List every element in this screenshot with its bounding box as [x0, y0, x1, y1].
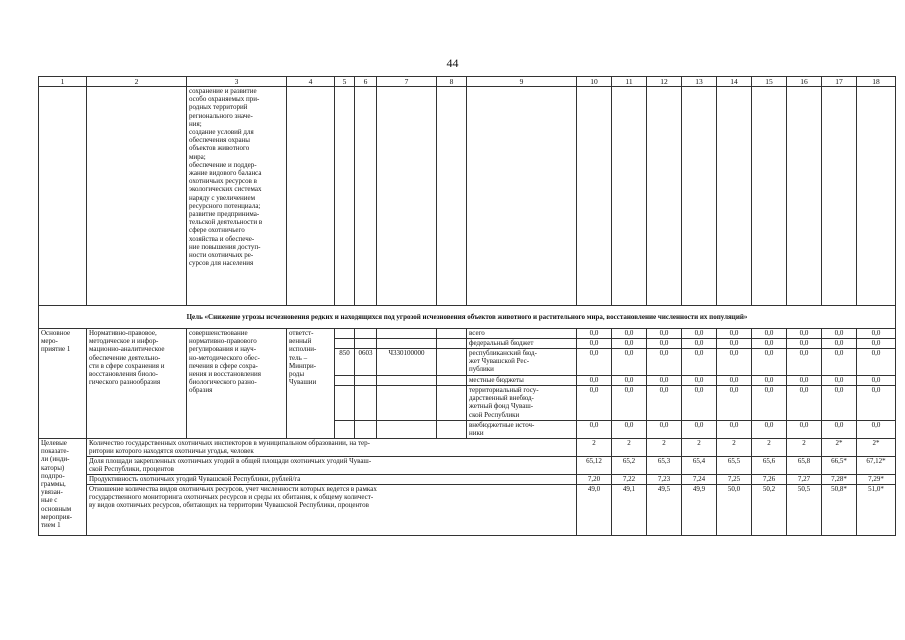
indicator-name: Отношение количества видов охотничьих ресурсов, учет численности которых ведется в рамках государственного мониторинга охотничьих ресурсов и среды их обитания, к общему количест- ву видов охотничьих ресурсов, обитающих на территории Чувашской Республики, процентов — [87, 485, 577, 536]
funding-value: 0,0 — [647, 421, 682, 439]
table-cell — [377, 87, 437, 306]
table-cell — [355, 329, 377, 339]
indicator-value: 65,8 — [787, 457, 822, 475]
funding-value: 0,0 — [717, 376, 752, 386]
table-cell — [39, 87, 87, 306]
funding-value: 0,0 — [612, 339, 647, 349]
column-number: 10 — [577, 77, 612, 87]
target-row — [39, 475, 896, 485]
funding-value: 0,0 — [577, 386, 612, 421]
column-number: 17 — [822, 77, 857, 87]
indicator-value: 7,23 — [647, 475, 682, 485]
indicator-value: 7,27 — [787, 475, 822, 485]
indicator-value: 65,3 — [647, 457, 682, 475]
funding-value: 0,0 — [647, 376, 682, 386]
indicator-name: Продуктивность охотничьих угодий Чувашской Республики, рублей/га — [87, 475, 577, 485]
table-cell — [287, 87, 335, 306]
funding-value: 0,0 — [822, 329, 857, 339]
funding-source: федеральный бюджет — [467, 339, 577, 349]
funding-source: территориальный госу- дарственный внебюд- жетный фонд Чуваш- ской Республики — [467, 386, 577, 421]
funding-value: 0,0 — [787, 349, 822, 376]
column-number: 4 — [287, 77, 335, 87]
activity-label: Основное меро- приятие 1 — [39, 329, 87, 439]
funding-value: 0,0 — [577, 329, 612, 339]
activity-row — [39, 329, 896, 339]
header-row — [39, 77, 896, 87]
funding-value: 0,0 — [647, 339, 682, 349]
funding-value: 0,0 — [682, 339, 717, 349]
column-number: 8 — [437, 77, 467, 87]
funding-value: 0,0 — [822, 339, 857, 349]
funding-value: 0,0 — [787, 376, 822, 386]
column-number: 13 — [682, 77, 717, 87]
funding-value: 0,0 — [717, 386, 752, 421]
table-cell — [437, 349, 467, 376]
table-cell — [437, 421, 467, 439]
goal-row — [39, 306, 896, 329]
table-cell — [335, 87, 355, 306]
column-number: 11 — [612, 77, 647, 87]
table-cell — [437, 329, 467, 339]
funding-value: 0,0 — [717, 329, 752, 339]
indicator-value: 7,24 — [682, 475, 717, 485]
funding-value: 0,0 — [857, 386, 896, 421]
targets-label: Целевые показате- ли (инди- каторы) подпро- граммы, увязан- ные с основным мероприя- тием 1 — [39, 439, 87, 536]
indicator-value: 2 — [752, 439, 787, 457]
table-cell — [577, 87, 612, 306]
indicator-value: 2* — [822, 439, 857, 457]
table-cell — [377, 421, 437, 439]
column-number: 5 — [335, 77, 355, 87]
indicator-value: 7,20 — [577, 475, 612, 485]
column-number: 2 — [87, 77, 187, 87]
funding-source: всего — [467, 329, 577, 339]
funding-value: 0,0 — [752, 329, 787, 339]
table-cell — [717, 87, 752, 306]
table-cell — [355, 87, 377, 306]
activity-task: совершенствование нормативно-правового регулирования и науч- но-методического обес- печения в сфере сохра- нения и восстановления биологического разно- образия — [187, 329, 287, 439]
funding-value: 0,0 — [787, 386, 822, 421]
indicator-value: 65,12 — [577, 457, 612, 475]
funding-value: 0,0 — [612, 349, 647, 376]
funding-value: 0,0 — [752, 349, 787, 376]
funding-value: 0,0 — [647, 329, 682, 339]
funding-value: 0,0 — [822, 386, 857, 421]
continuation-text: сохранение и развитие особо охраняемых при- родных территорий регионального значе- ния; создание условий для обеспечения охраны объектов животного мира; обеспечение и поддер- жание видового баланса охотничьих ресурсов в экологических системах наряду с увеличением ресурсного потенциала; развитие предпринима- тельской деятельности в сфере охотничьего хозяйства и обеспече- ние повышения доступ- ности охотничьих ре- сурсов для населения — [187, 87, 287, 306]
column-number: 3 — [187, 77, 287, 87]
indicator-value: 65,5 — [717, 457, 752, 475]
indicator-value: 49,9 — [682, 485, 717, 536]
budget-code-grbs: 850 — [335, 349, 355, 376]
indicator-value: 49,5 — [647, 485, 682, 536]
table-cell — [437, 376, 467, 386]
funding-value: 0,0 — [787, 339, 822, 349]
indicator-value: 2 — [787, 439, 822, 457]
funding-value: 0,0 — [682, 421, 717, 439]
table-cell — [377, 329, 437, 339]
funding-value: 0,0 — [647, 386, 682, 421]
table-cell — [335, 421, 355, 439]
activity-name: Нормативно-правовое, методическое и инфор- мационно-аналитическое обеспечение деятельно- сти в сфере сохранения и восстановления биоло- гического разнообразия — [87, 329, 187, 439]
indicator-value: 7,29* — [857, 475, 896, 485]
table-cell — [437, 339, 467, 349]
indicator-value: 2 — [647, 439, 682, 457]
column-number: 6 — [355, 77, 377, 87]
table-cell — [822, 87, 857, 306]
funding-value: 0,0 — [857, 349, 896, 376]
table-cell — [355, 421, 377, 439]
funding-value: 0,0 — [682, 386, 717, 421]
funding-value: 0,0 — [647, 349, 682, 376]
funding-value: 0,0 — [577, 349, 612, 376]
indicator-value: 2 — [682, 439, 717, 457]
funding-source: внебюджетные источ- ники — [467, 421, 577, 439]
funding-value: 0,0 — [682, 329, 717, 339]
table-cell — [335, 386, 355, 421]
table-cell — [752, 87, 787, 306]
indicator-value: 2 — [717, 439, 752, 457]
indicator-value: 7,28* — [822, 475, 857, 485]
funding-value: 0,0 — [857, 376, 896, 386]
continuation-row — [39, 87, 896, 306]
indicator-value: 7,22 — [612, 475, 647, 485]
indicator-value: 51,0* — [857, 485, 896, 536]
funding-value: 0,0 — [857, 339, 896, 349]
indicator-value: 49,1 — [612, 485, 647, 536]
indicator-value: 2 — [612, 439, 647, 457]
column-number: 12 — [647, 77, 682, 87]
indicator-value: 65,6 — [752, 457, 787, 475]
table-cell — [437, 87, 467, 306]
column-number: 9 — [467, 77, 577, 87]
table-cell — [355, 386, 377, 421]
indicator-name: Доля площади закрепленных охотничьих угодий в общей площади охотничьих угодий Чуваш- ской Республики, процентов — [87, 457, 577, 475]
column-number: 14 — [717, 77, 752, 87]
indicator-value: 50,2 — [752, 485, 787, 536]
funding-value: 0,0 — [822, 421, 857, 439]
table-cell — [682, 87, 717, 306]
funding-value: 0,0 — [717, 339, 752, 349]
funding-value: 0,0 — [857, 329, 896, 339]
table-cell — [647, 87, 682, 306]
funding-value: 0,0 — [752, 386, 787, 421]
budget-code-rzpr: 0603 — [355, 349, 377, 376]
table-cell — [377, 339, 437, 349]
column-number: 18 — [857, 77, 896, 87]
program-table — [38, 76, 886, 536]
funding-value: 0,0 — [612, 329, 647, 339]
indicator-value: 7,26 — [752, 475, 787, 485]
indicator-name: Количество государственных охотничьих инспекторов в муниципальном образовании, на тер- ритории которого находятся охотничьи угодья, человек — [87, 439, 577, 457]
indicator-value: 49,0 — [577, 485, 612, 536]
table-cell — [335, 329, 355, 339]
funding-value: 0,0 — [612, 376, 647, 386]
funding-value: 0,0 — [787, 329, 822, 339]
funding-value: 0,0 — [682, 349, 717, 376]
column-number: 1 — [39, 77, 87, 87]
table-cell — [355, 376, 377, 386]
indicator-value: 2* — [857, 439, 896, 457]
indicator-value: 50,0 — [717, 485, 752, 536]
table-cell — [857, 87, 896, 306]
funding-value: 0,0 — [577, 339, 612, 349]
page-number: 44 — [446, 56, 459, 70]
funding-value: 0,0 — [717, 421, 752, 439]
funding-value: 0,0 — [752, 339, 787, 349]
table-cell — [787, 87, 822, 306]
funding-value: 0,0 — [787, 421, 822, 439]
table-cell — [335, 339, 355, 349]
target-row — [39, 457, 896, 475]
budget-code-csr: Ч330100000 — [377, 349, 437, 376]
funding-value: 0,0 — [857, 421, 896, 439]
indicator-value: 65,2 — [612, 457, 647, 475]
table-cell — [377, 376, 437, 386]
indicator-value: 7,25 — [717, 475, 752, 485]
target-row — [39, 485, 896, 536]
indicator-value: 50,5 — [787, 485, 822, 536]
table-cell — [612, 87, 647, 306]
activity-responsible: ответст- венный исполни- тель – Минпри- роды Чувашии — [287, 329, 335, 439]
table-cell — [355, 339, 377, 349]
goal-text: Цель «Снижение угрозы исчезновения редких и находящихся под угрозой исчезновения объектов животного и растительного мира, восстановление численности их популяций» — [39, 306, 896, 329]
funding-value: 0,0 — [577, 376, 612, 386]
indicator-value: 65,4 — [682, 457, 717, 475]
table-cell — [335, 376, 355, 386]
indicator-table — [38, 76, 896, 536]
funding-value: 0,0 — [822, 376, 857, 386]
funding-value: 0,0 — [612, 386, 647, 421]
indicator-value: 2 — [577, 439, 612, 457]
target-row — [39, 439, 896, 457]
funding-value: 0,0 — [682, 376, 717, 386]
column-number: 15 — [752, 77, 787, 87]
funding-source: республиканский бюд- жет Чувашской Рес- публики — [467, 349, 577, 376]
column-number: 16 — [787, 77, 822, 87]
funding-source: местные бюджеты — [467, 376, 577, 386]
table-cell — [87, 87, 187, 306]
column-number: 7 — [377, 77, 437, 87]
indicator-value: 50,8* — [822, 485, 857, 536]
table-cell — [467, 87, 577, 306]
funding-value: 0,0 — [752, 421, 787, 439]
indicator-value: 67,12* — [857, 457, 896, 475]
funding-value: 0,0 — [717, 349, 752, 376]
table-cell — [437, 386, 467, 421]
funding-value: 0,0 — [612, 421, 647, 439]
funding-value: 0,0 — [822, 349, 857, 376]
indicator-value: 66,5* — [822, 457, 857, 475]
funding-value: 0,0 — [752, 376, 787, 386]
table-cell — [377, 386, 437, 421]
funding-value: 0,0 — [577, 421, 612, 439]
